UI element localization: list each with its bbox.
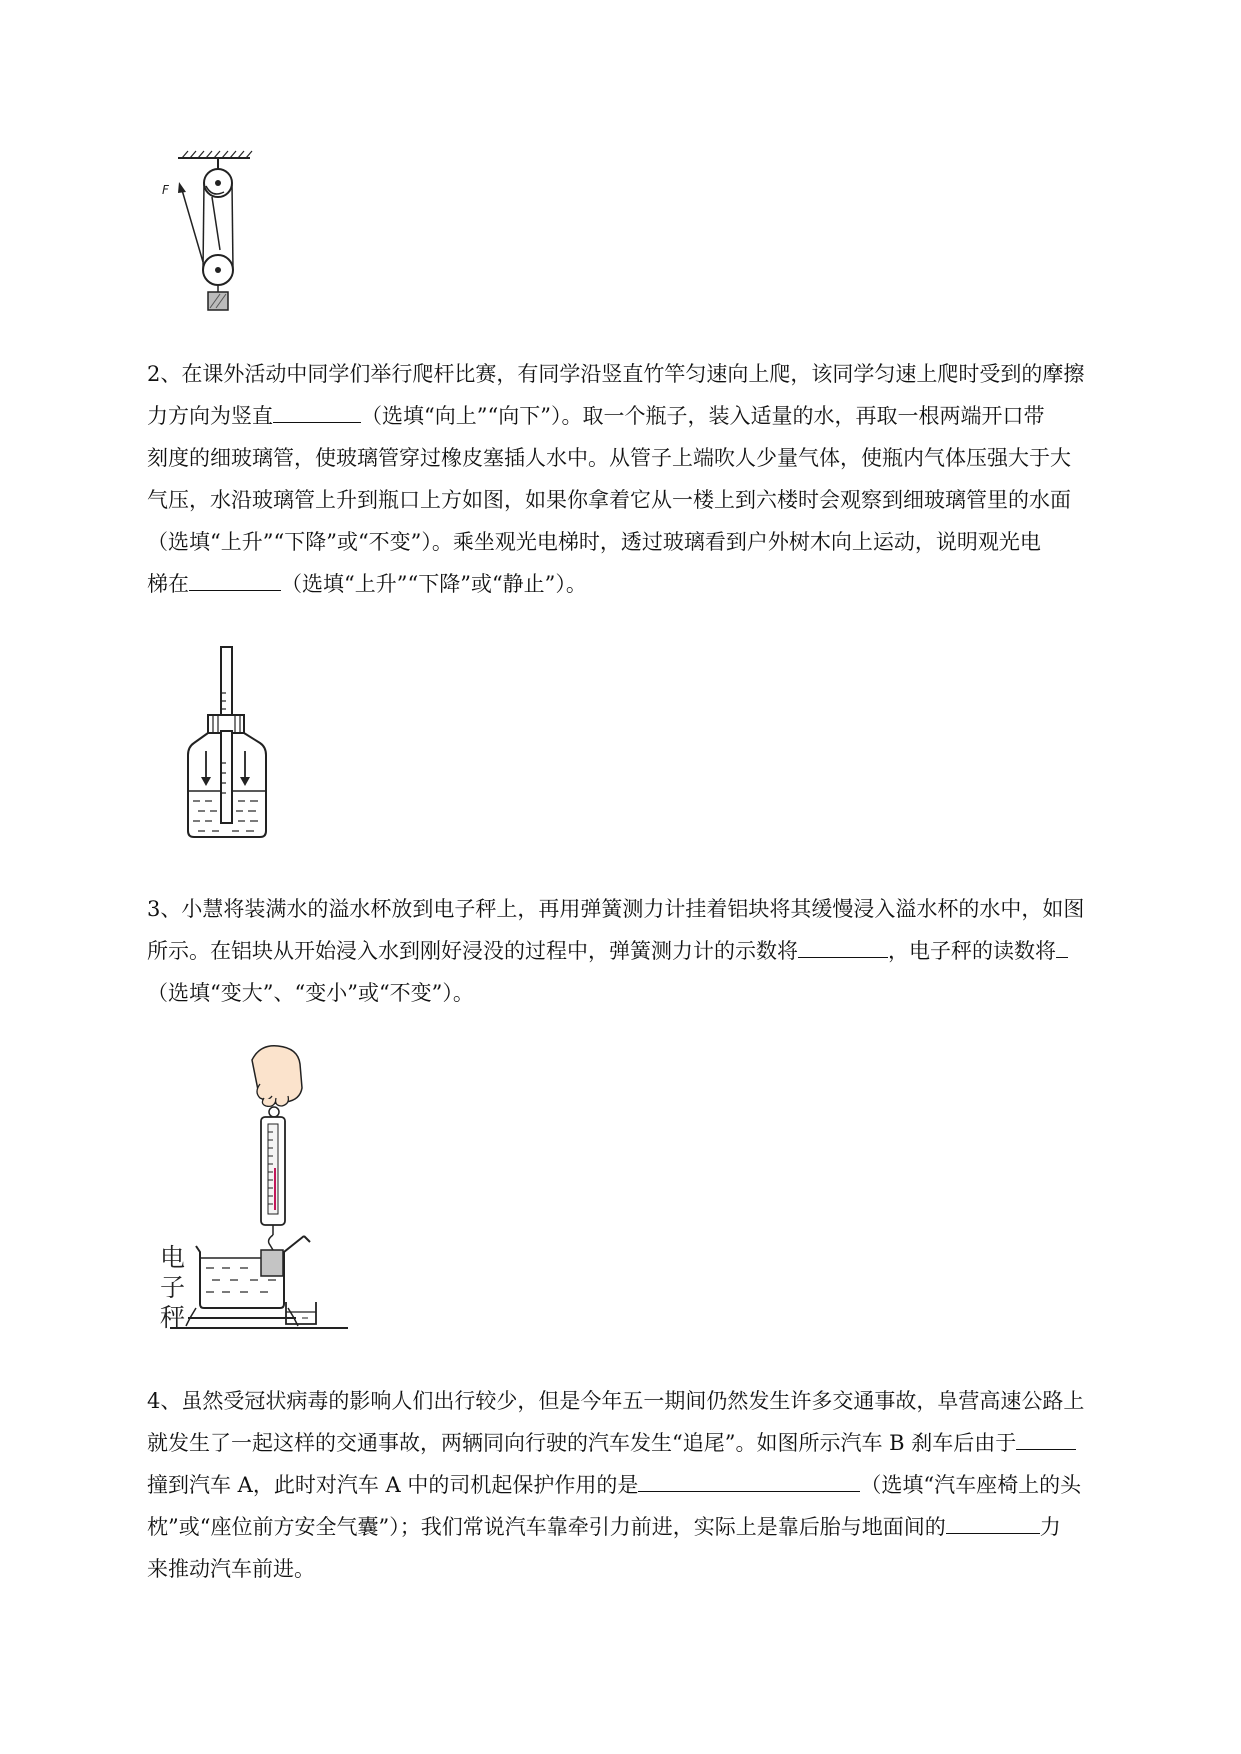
scale-label-2: 子 <box>160 1273 186 1302</box>
q2-line-2a: 力方向为竖直 <box>147 404 273 428</box>
question-4 <box>147 1380 1147 1590</box>
q4-line-4b: 力 <box>1039 1515 1061 1539</box>
q4-line-1: 4、虽然受冠状病毒的影响人们出行较少，但是今年五一期间仍然发生许多交通事故，阜营高速公路上 <box>147 1389 1085 1413</box>
q3-line-2a: 所示。在铝块从开始浸入水到刚好浸没的过程中，弹簧测力计的示数将 <box>147 939 798 963</box>
force-label: F <box>162 183 169 197</box>
answer-blank-7[interactable] <box>946 1507 1040 1534</box>
q4-line-5: 来推动汽车前进。 <box>147 1557 315 1581</box>
q2-line-6a: 梯在 <box>147 572 189 596</box>
question-2 <box>147 353 1147 605</box>
q4-line-4a: 枕”或“座位前方安全气囊”）；我们常说汽车靠牵引力前进，实际上是靠后胎与地面间的 <box>147 1515 946 1539</box>
q2-line-4: 气压，水沿玻璃管上升到瓶口上方如图，如果你拿着它从一楼上到六楼时会观察到细玻璃管里的水面 <box>147 488 1071 512</box>
scale-label-3: 秤 <box>160 1303 186 1332</box>
question-3 <box>147 888 1147 1014</box>
q2-line-2b: （选填“向上”“向下”）。取一个瓶子，装入适量的水，再取一根两端开口带 <box>361 404 1045 428</box>
q3-line-2b: ，电子秤的读数将 <box>888 939 1056 963</box>
answer-blank-6[interactable] <box>638 1465 860 1492</box>
q4-line-2: 就发生了一起这样的交通事故，两辆同向行驶的汽车发生“追尾”。如图所示汽车 B 刹车后由于 <box>147 1431 1017 1455</box>
q4-line-3a: 撞到汽车 A，此时对汽车 A 中的司机起保护作用的是 <box>147 1473 639 1497</box>
q2-line-6b: （选填“上升”“下降”或“静止”）。 <box>281 572 587 596</box>
q4-line-3b: （选填“汽车座椅上的头 <box>860 1473 1082 1497</box>
answer-blank-3[interactable] <box>798 931 888 958</box>
bottle-figure <box>180 643 280 843</box>
pulley-figure <box>160 150 260 340</box>
answer-blank-2[interactable] <box>189 564 281 591</box>
answer-blank-4[interactable] <box>1056 931 1068 958</box>
answer-blank-5[interactable] <box>1016 1423 1076 1450</box>
answer-blank-1[interactable] <box>273 396 361 423</box>
q3-line-3: （选填“变大”、“变小”或“不变”）。 <box>147 981 474 1005</box>
scale-label-1: 电 <box>160 1243 186 1272</box>
q3-line-1: 3、小慧将装满水的溢水杯放到电子秤上，再用弹簧测力计挂着铝块将其缓慢浸入溢水杯的水中，如图 <box>147 897 1085 921</box>
q2-line-3: 刻度的细玻璃管，使玻璃管穿过橡皮塞插人水中。从管子上端吹人少量气体，使瓶内气体压强大于大 <box>147 446 1071 470</box>
q2-line-5: （选填“上升”“下降”或“不变”）。乘坐观光电梯时，透过玻璃看到户外树木向上运动，说明观光电 <box>147 530 1041 554</box>
spring-scale-figure <box>160 1040 400 1340</box>
q2-line-1: 2、在课外活动中同学们举行爬杆比赛，有同学沿竖直竹竿匀速向上爬，该同学匀速上爬时受到的摩擦 <box>147 362 1085 386</box>
